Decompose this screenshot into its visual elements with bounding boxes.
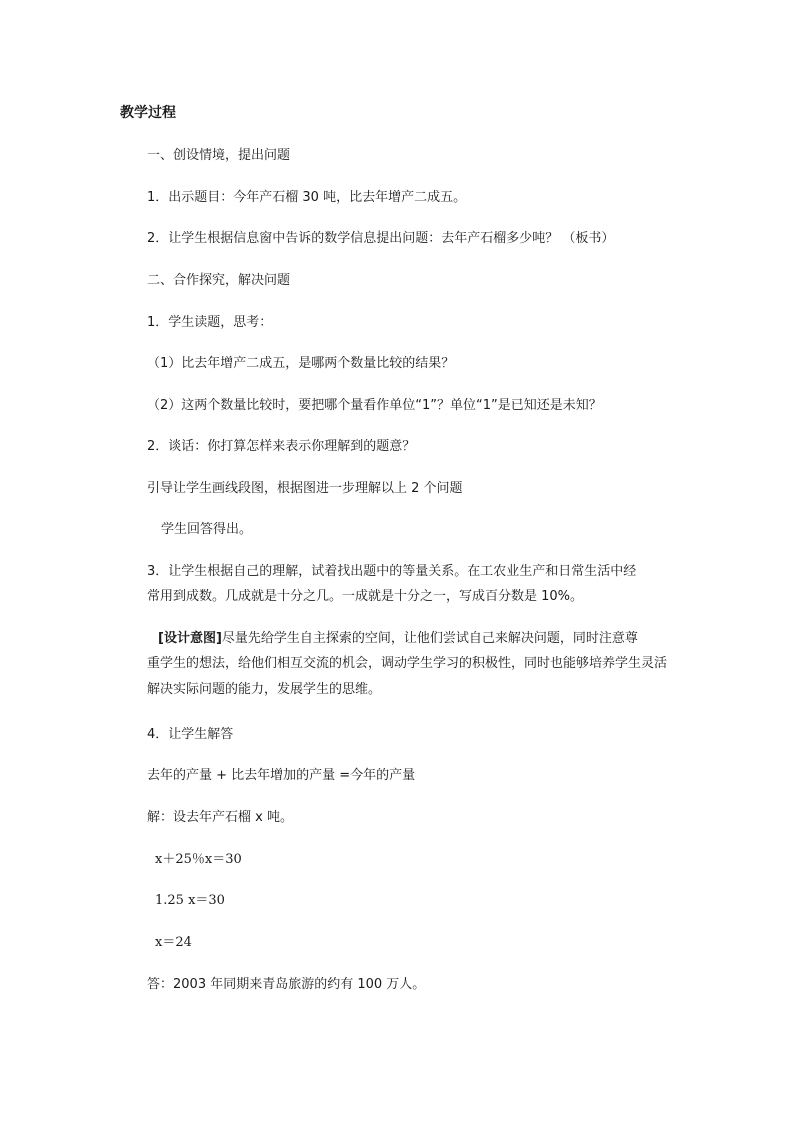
design-intent-line-3: 解决实际问题的能力，发展学生的思维。 bbox=[147, 682, 382, 697]
design-intent-text-1: 尽量先给学生自主探索的空间，让他们尝试自己来解决问题，同时注意尊 bbox=[221, 631, 638, 646]
design-intent-tag: [设计意图] bbox=[158, 631, 222, 646]
section-heading-2: 二、合作探究，解决问题 bbox=[147, 273, 291, 288]
equation-3: x＝24 bbox=[155, 935, 192, 950]
question-1-text: （1）比去年增产二成五，是哪两个数量比较的结果？ bbox=[147, 356, 455, 371]
equation-1: x＋25％x＝30 bbox=[155, 852, 242, 867]
step-2-text: 2．让学生根据信息窗中告诉的数学信息提出问题：去年产石榴多少吨？ （板书） bbox=[147, 231, 615, 246]
step-3-line-2: 常用到成数。几成就是十分之几。一成就是十分之一，写成百分数是 10%。 bbox=[147, 589, 584, 604]
step-read-text: 1．学生读题，思考： bbox=[147, 315, 273, 330]
final-answer-text: 答：2003 年同期来青岛旅游的约有 100 万人。 bbox=[147, 977, 426, 992]
step-4-text: 4．让学生解答 bbox=[147, 727, 234, 742]
step-3-line-1: 3．让学生根据自己的理解，试着找出题中的等量关系。在工农业生产和日常生活中经 bbox=[147, 564, 637, 579]
relation-text: 去年的产量 + 比去年增加的产量 =今年的产量 bbox=[147, 768, 416, 783]
step-1-text: 1．出示题目：今年产石榴 30 吨，比去年增产二成五。 bbox=[147, 190, 467, 205]
page-title: 教学过程 bbox=[120, 105, 176, 121]
equation-2: 1.25 x＝30 bbox=[155, 893, 225, 908]
guide-text: 引导让学生画线段图，根据图进一步理解以上 2 个问题 bbox=[147, 481, 463, 496]
design-intent-line-1 bbox=[158, 629, 638, 649]
section-heading-1: 一、创设情境，提出问题 bbox=[147, 148, 291, 163]
talk-text: 2．谈话：你打算怎样来表示你理解到的题意？ bbox=[147, 439, 416, 454]
question-2-text: （2）这两个数量比较时，要把哪个量看作单位“1”？单位“1”是已知还是未知？ bbox=[147, 398, 602, 413]
design-intent-line-2: 重学生的想法，给他们相互交流的机会，调动学生学习的积极性，同时也能够培养学生灵活 bbox=[147, 656, 668, 671]
answer-note-text: 学生回答得出。 bbox=[161, 522, 253, 537]
let-text: 解：设去年产石榴 x 吨。 bbox=[147, 810, 293, 825]
